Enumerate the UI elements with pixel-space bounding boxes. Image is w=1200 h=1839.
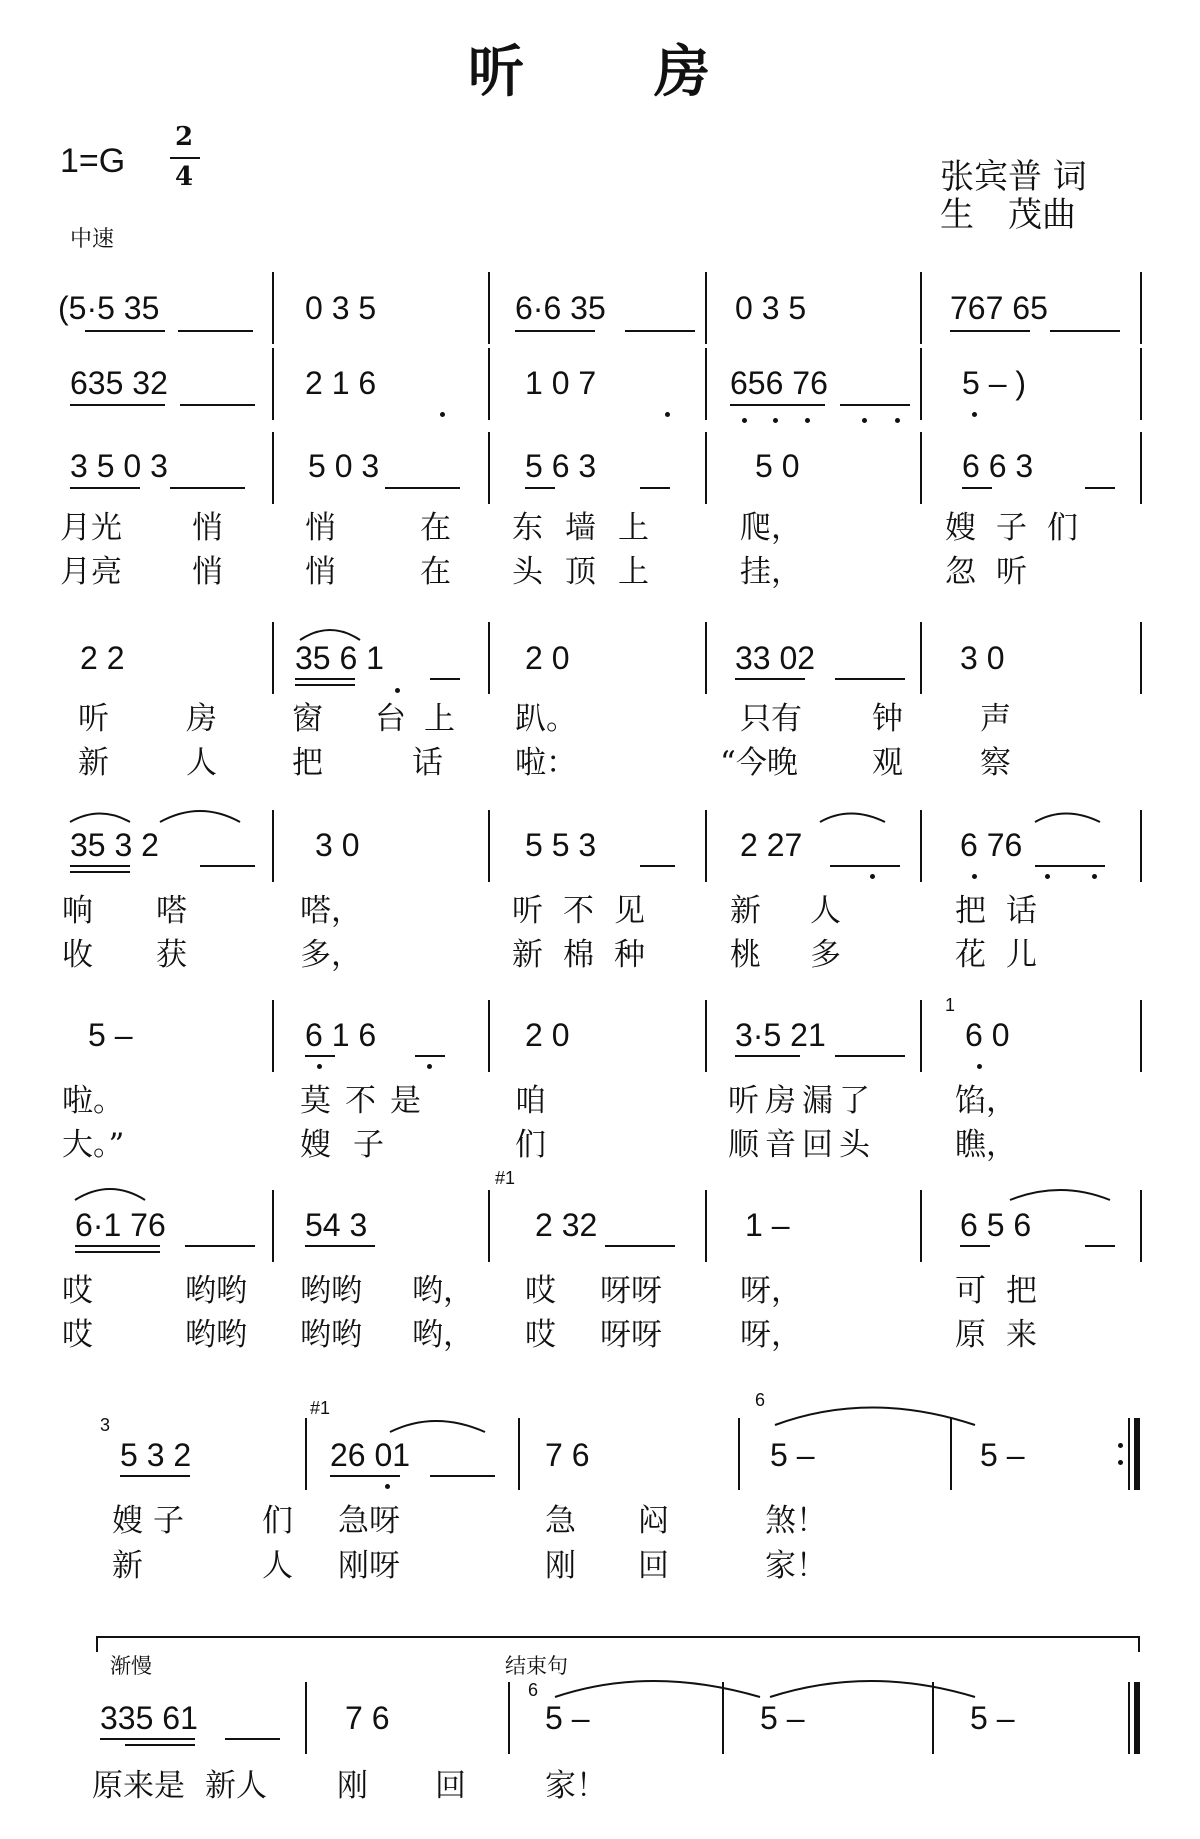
lyric: 原来是 (92, 1768, 185, 1804)
barline (488, 810, 490, 882)
rhythm-underline (70, 865, 130, 867)
lyric: 在 (420, 510, 451, 546)
barline (272, 810, 274, 882)
composer-credit: 生 茂曲 (940, 195, 1076, 235)
rhythm-underline (305, 1055, 335, 1057)
lyric: 挂， (740, 554, 802, 590)
rhythm-underline (950, 330, 1030, 332)
rhythm-underline (1085, 1245, 1115, 1247)
measure-notes: 2 1 6 (305, 365, 377, 401)
barline (272, 1000, 274, 1072)
measure-notes: 3 5 0 3 (70, 448, 168, 484)
lyric: 把 (292, 745, 323, 781)
lyric: 咱 (515, 1083, 546, 1119)
lyric: 大。” (62, 1127, 125, 1163)
measure-notes: 635 32 (70, 365, 168, 401)
rhythm-underline (430, 1475, 495, 1477)
measure-notes: 35 6 1 (295, 640, 384, 676)
octave-dot (385, 1484, 390, 1489)
rhythm-underline (295, 684, 355, 686)
measure-notes: 35 3 2 (70, 827, 159, 863)
barline (920, 622, 922, 694)
barline (488, 1190, 490, 1262)
rhythm-underline (100, 1738, 195, 1740)
measure-notes: 5 – (980, 1437, 1025, 1473)
barline (272, 622, 274, 694)
slur (160, 811, 240, 822)
lyric: 哟哟 (185, 1317, 247, 1353)
barline (920, 1190, 922, 1262)
slur (390, 1421, 485, 1432)
lyricist-credit: 张宾普 词 (940, 157, 1087, 197)
lyric: 哟， (412, 1273, 474, 1309)
lyric: 听房漏了 (728, 1083, 876, 1119)
slur (75, 1189, 145, 1200)
measure-notes: 5 – (88, 1017, 133, 1053)
measure-notes: 6 6 3 (962, 448, 1034, 484)
rhythm-underline (125, 1744, 195, 1746)
lyric: 哎 (525, 1317, 556, 1353)
barline (1140, 1190, 1142, 1262)
barline (488, 272, 490, 344)
lyric: 忽听 (945, 554, 1047, 590)
measure-notes: 1 – (745, 1207, 790, 1243)
octave-dot (427, 1064, 432, 1069)
measure-notes: (5·5 35 (58, 290, 160, 326)
lyric: 获 (156, 937, 187, 973)
final-barline-thick (1134, 1682, 1140, 1754)
lyric: 们 (262, 1503, 293, 1539)
barline (705, 432, 707, 504)
rhythm-underline (170, 487, 245, 489)
lyric: 瞧， (955, 1127, 1017, 1163)
barline (1140, 432, 1142, 504)
lyric: 头顶上 (512, 554, 671, 590)
barline (1128, 1418, 1130, 1490)
octave-dot (805, 418, 810, 423)
lyric: 观 (872, 745, 903, 781)
lyric: 急 (545, 1503, 576, 1539)
final-barline-thin (1128, 1682, 1130, 1754)
rhythm-underline (835, 1055, 905, 1057)
rhythm-underline (1085, 487, 1115, 489)
measure-notes: 3·5 21 (735, 1017, 826, 1053)
barline (305, 1682, 307, 1754)
lyric: 察 (980, 745, 1011, 781)
rhythm-underline (70, 404, 165, 406)
barline (738, 1418, 740, 1490)
rhythm-underline (305, 1245, 375, 1247)
lyric: 嫂子们 (945, 510, 1098, 546)
lyric: 钟 (872, 701, 903, 737)
measure-notes: 656 76 (730, 365, 828, 401)
barline (272, 432, 274, 504)
lyric: 只有 (740, 701, 802, 737)
measure-notes: 335 61 (100, 1700, 198, 1736)
rhythm-underline (515, 330, 595, 332)
rhythm-underline (735, 1055, 800, 1057)
lyric: 爬， (740, 510, 802, 546)
lyric: 们 (515, 1127, 546, 1163)
lyric: 哎 (525, 1273, 556, 1309)
lyric: 响 (62, 893, 93, 929)
rhythm-underline (178, 330, 253, 332)
barline (488, 1000, 490, 1072)
lyric: 新棉种 (512, 937, 665, 973)
octave-dot (317, 1064, 322, 1069)
lyric: 新 (730, 893, 761, 929)
lyric: 把话 (955, 893, 1057, 929)
ritardando-label: 渐慢 (110, 1654, 152, 1678)
lyric: 刚 (545, 1548, 576, 1584)
measure-notes: 5 – (770, 1437, 815, 1473)
rhythm-underline (70, 871, 130, 873)
rhythm-underline (830, 865, 900, 867)
lyric: 房 (186, 701, 217, 737)
barline (272, 348, 274, 420)
slur (555, 1681, 760, 1697)
lyric: 桃 (730, 937, 761, 973)
grace-note: 6 (528, 1680, 539, 1700)
lyric: 呀， (740, 1317, 802, 1353)
barline (705, 1000, 707, 1072)
measure-notes: 6·1 76 (75, 1207, 166, 1243)
barline (518, 1418, 520, 1490)
lyric: 可把 (955, 1273, 1057, 1309)
lyric: 新 (112, 1548, 143, 1584)
lyric: 听 (78, 701, 109, 737)
lyric: 莫不是 (300, 1083, 435, 1119)
lyric: 呀， (740, 1273, 802, 1309)
measure-notes: 2 0 (525, 1017, 570, 1053)
octave-dot (1092, 874, 1097, 879)
measure-notes: 5 – ) (962, 365, 1027, 401)
octave-dot (972, 412, 977, 417)
rhythm-underline (200, 865, 255, 867)
slur (300, 630, 360, 640)
measure-notes: 2 2 (80, 640, 125, 676)
lyric: 趴。 (515, 701, 577, 737)
tempo-marking: 中速 (70, 227, 115, 252)
measure-notes: 3 0 (960, 640, 1005, 676)
lyric: 嫂子 (300, 1127, 406, 1163)
barline (272, 272, 274, 344)
lyric: 人 (810, 893, 841, 929)
barline (920, 1000, 922, 1072)
lyric: 在 (420, 554, 451, 590)
lyric: 东墙上 (512, 510, 671, 546)
time-signature-numerator: 2 (175, 122, 194, 152)
grace-note: 6 (755, 1390, 766, 1410)
rhythm-underline (185, 1245, 255, 1247)
measure-notes: 0 3 5 (305, 290, 377, 326)
lyric: 原来 (955, 1317, 1057, 1353)
lyric: 听不见 (512, 893, 665, 929)
lyric: 哟哟 (300, 1317, 362, 1353)
measure-notes: 5 6 3 (525, 448, 597, 484)
lyric: 嗒 (156, 893, 187, 929)
repeat-end-barline (1134, 1418, 1140, 1490)
lyric: 话 (412, 745, 443, 781)
lyric: 悄 (305, 554, 336, 590)
barline (1140, 810, 1142, 882)
lyric: 月亮 (60, 554, 122, 590)
rhythm-underline (385, 487, 460, 489)
rhythm-underline (1035, 865, 1105, 867)
lyric: 多， (300, 937, 362, 973)
measure-notes: 26 01 (330, 1437, 411, 1473)
lyric: 回 (435, 1768, 466, 1804)
measure-notes: 6 0 (965, 1017, 1010, 1053)
page-title: 听 房 (468, 39, 716, 105)
octave-dot (665, 412, 670, 417)
lyric: 嗒， (300, 893, 362, 929)
barline (705, 622, 707, 694)
repeat-dot (1118, 1460, 1123, 1465)
measure-notes: 7 6 (345, 1700, 390, 1736)
lyric: 刚 (337, 1768, 368, 1804)
measure-notes: 767 65 (950, 290, 1048, 326)
grace-note: 3 (100, 1415, 111, 1435)
rhythm-underline (85, 330, 165, 332)
octave-dot (1045, 874, 1050, 879)
measure-notes: 6 1 6 (305, 1017, 377, 1053)
barline (508, 1682, 510, 1754)
grace-note: 1 (945, 995, 956, 1015)
lyric: 家！ (765, 1548, 827, 1584)
measure-notes: 5 – (760, 1700, 805, 1736)
octave-dot (972, 874, 977, 879)
time-signature-denominator: 4 (175, 162, 194, 192)
slur (820, 814, 885, 823)
lyric: 啦： (515, 745, 577, 781)
lyric: 哎 (62, 1317, 93, 1353)
lyric: 多 (810, 937, 841, 973)
lyric: 悄 (192, 554, 223, 590)
barline (705, 348, 707, 420)
lyric: 月光 (60, 510, 122, 546)
octave-dot (895, 418, 900, 423)
lyric: 哟哟 (185, 1273, 247, 1309)
rhythm-underline (525, 487, 555, 489)
measure-notes: 6 5 6 (960, 1207, 1032, 1243)
lyric: 收 (62, 937, 93, 973)
lyric: 人 (262, 1548, 293, 1584)
barline (920, 810, 922, 882)
lyric: 声 (980, 701, 1011, 737)
rhythm-underline (835, 678, 905, 680)
barline (705, 1190, 707, 1262)
lyric: 啦。 (62, 1083, 124, 1119)
slur (775, 1408, 975, 1426)
rhythm-underline (605, 1245, 675, 1247)
barline (488, 348, 490, 420)
slur (1010, 1190, 1110, 1200)
measure-notes: 7 6 (545, 1437, 590, 1473)
rhythm-underline (640, 865, 675, 867)
measure-notes: 2 32 (535, 1207, 598, 1243)
rhythm-underline (640, 487, 670, 489)
lyric: “今晚 (720, 745, 798, 781)
measure-notes: 5 – (545, 1700, 590, 1736)
lyric: 人 (186, 745, 217, 781)
barline (305, 1418, 307, 1490)
lyric: 哎 (62, 1273, 93, 1309)
barline (920, 272, 922, 344)
barline (705, 810, 707, 882)
barline (1140, 348, 1142, 420)
measure-notes: 5 5 3 (525, 827, 597, 863)
rhythm-underline (180, 404, 255, 406)
measure-notes: 3 0 (315, 827, 360, 863)
barline (722, 1682, 724, 1754)
barline (920, 432, 922, 504)
barline (950, 1418, 952, 1490)
slur (770, 1681, 975, 1697)
lyric: 刚呀 (338, 1548, 400, 1584)
lyric: 花儿 (955, 937, 1057, 973)
measure-notes: 0 3 5 (735, 290, 807, 326)
repeat-dot (1118, 1443, 1123, 1448)
barline (1140, 622, 1142, 694)
lyric: 回 (638, 1548, 669, 1584)
lyric: 煞！ (765, 1503, 827, 1539)
rhythm-underline (415, 1055, 445, 1057)
barline (932, 1682, 934, 1754)
slur (1035, 814, 1100, 823)
key-signature: 1=G (60, 142, 126, 180)
octave-dot (862, 418, 867, 423)
rhythm-underline (70, 487, 140, 489)
measure-notes: 6·6 35 (515, 290, 606, 326)
barline (920, 348, 922, 420)
lyric: 悄 (305, 510, 336, 546)
rhythm-underline (330, 1475, 400, 1477)
octave-dot (773, 418, 778, 423)
lyric: 顺音回头 (728, 1127, 876, 1163)
rhythm-underline (730, 404, 825, 406)
ending-bracket (96, 1636, 1140, 1652)
octave-dot (870, 874, 875, 879)
rhythm-underline (625, 330, 695, 332)
lyric: 新 (78, 745, 109, 781)
lyric: 急呀 (338, 1503, 400, 1539)
barline (1140, 1000, 1142, 1072)
measure-notes: 5 3 2 (120, 1437, 192, 1473)
time-signature-line (170, 157, 200, 159)
octave-dot (977, 1064, 982, 1069)
lyric: 悄 (192, 510, 223, 546)
rhythm-underline (962, 487, 992, 489)
measure-notes: 54 3 (305, 1207, 368, 1243)
rhythm-underline (75, 1251, 160, 1253)
rhythm-underline (430, 678, 460, 680)
rhythm-underline (960, 1245, 990, 1247)
rhythm-underline (120, 1475, 190, 1477)
lyric: 家！ (545, 1768, 607, 1804)
grace-note: #1 (495, 1168, 516, 1188)
octave-dot (742, 418, 747, 423)
measure-notes: 5 – (970, 1700, 1015, 1736)
measure-notes: 1 0 7 (525, 365, 597, 401)
barline (488, 622, 490, 694)
lyric: 哟， (412, 1317, 474, 1353)
lyric: 台上 (375, 701, 473, 737)
lyric: 嫂子 (112, 1503, 194, 1539)
barline (705, 272, 707, 344)
slur (70, 814, 130, 823)
measure-notes: 6 76 (960, 827, 1023, 863)
lyric: 哟哟 (300, 1273, 362, 1309)
measure-notes: 5 0 3 (308, 448, 380, 484)
lyric: 窗 (292, 701, 323, 737)
rhythm-underline (75, 1245, 160, 1247)
rhythm-underline (840, 404, 910, 406)
lyric: 新人 (205, 1768, 267, 1804)
measure-notes: 5 0 (755, 448, 800, 484)
coda-label: 结束句 (505, 1654, 568, 1678)
rhythm-underline (1050, 330, 1120, 332)
measure-notes: 2 0 (525, 640, 570, 676)
rhythm-underline (735, 678, 805, 680)
lyric: 馅， (955, 1083, 1017, 1119)
rhythm-underline (225, 1738, 280, 1740)
barline (488, 432, 490, 504)
octave-dot (440, 412, 445, 417)
barline (1140, 272, 1142, 344)
lyric: 呀呀 (600, 1317, 662, 1353)
lyric: 呀呀 (600, 1273, 662, 1309)
grace-note: #1 (310, 1398, 331, 1418)
barline (272, 1190, 274, 1262)
lyric: 闷 (638, 1503, 669, 1539)
measure-notes: 2 27 (740, 827, 803, 863)
measure-notes: 33 02 (735, 640, 816, 676)
rhythm-underline (295, 678, 355, 680)
